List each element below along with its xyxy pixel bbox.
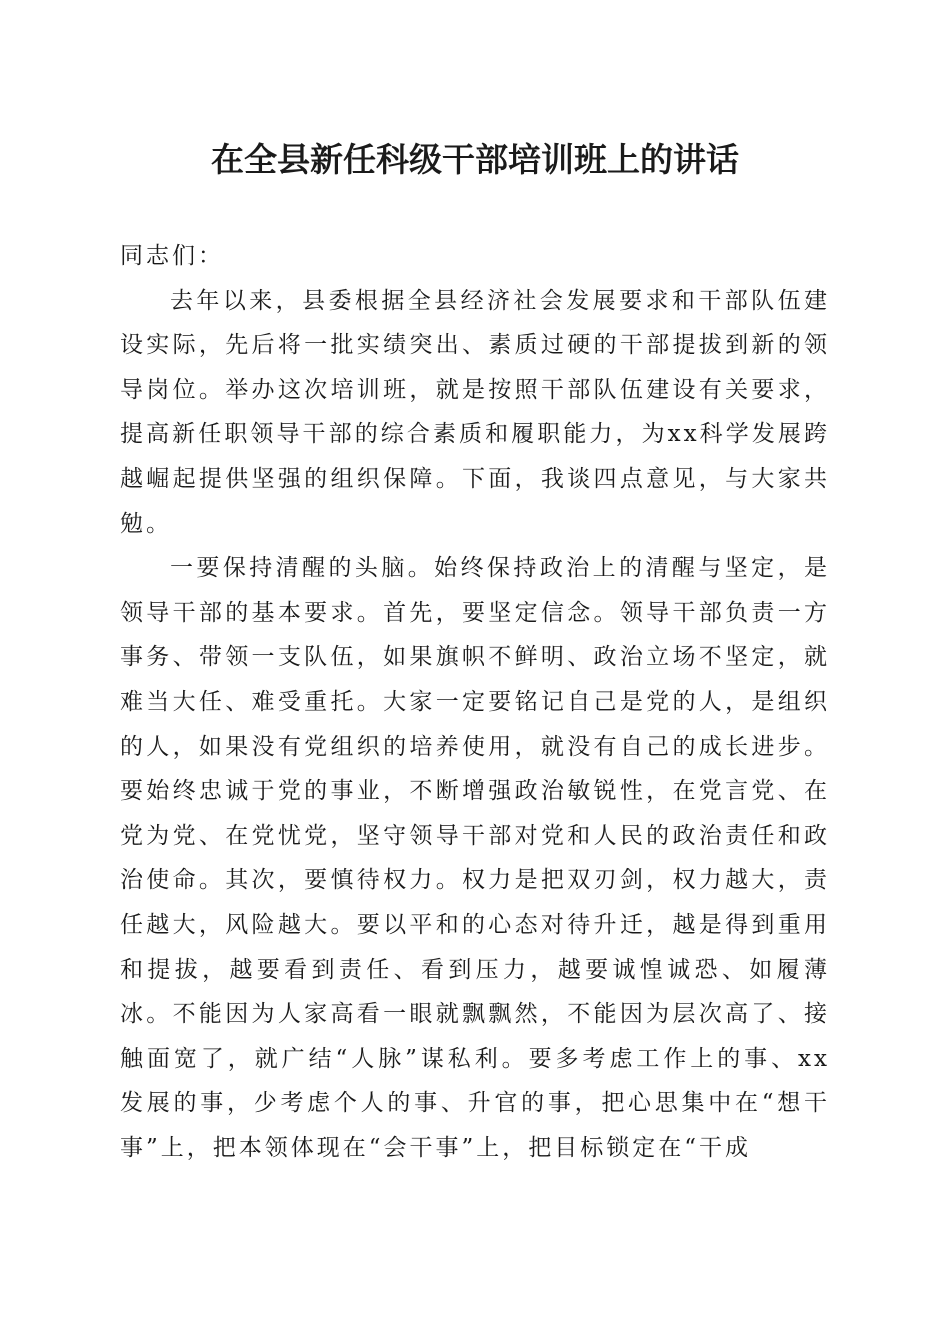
paragraph-point-one: 一要保持清醒的头脑。始终保持政治上的清醒与坚定，是领导干部的基本要求。首先，要坚定信念。领导干部负责一方事务、带领一支队伍，如果旗帜不鲜明、政治立场不坚定，就难当大任、难受重托。大家一定要铭记自己是党的人，是组织的人，如果没有党组织的培养使用，就没有自己的成长进步。要始终忠诚于党的事业，不断增强政治敏锐性，在党言党、在党为党、在党忧党，坚守领导干部对党和人民的政治责任和政治使命。其次，要慎待权力。权力是把双刃剑，权力越大，责任越大，风险越大。要以平和的心态对待升迁，越是得到重用和提拔，越要看到责任、看到压力，越要诚惶诚恐、如履薄冰。不能因为人家高看一眼就飘飘然，不能因为层次高了、接触面宽了，就广结“人脉”谋私利。要多考虑工作上的事、xx发展的事，少考虑个人的事、升官的事，把心思集中在“想干事”上，把本领体现在“会干事”上，把目标锁定在“干成	[120, 555, 830, 1161]
salutation: 同志们：	[120, 243, 224, 269]
paragraph-intro: 去年以来，县委根据全县经济社会发展要求和干部队伍建设实际，先后将一批实绩突出、素质过硬的干部提拔到新的领导岗位。举办这次培训班，就是按照干部队伍建设有关要求，提高新任职领导干部的综合素质和履职能力，为xx科学发展跨越崛起提供坚强的组织保障。下面，我谈四点意见，与大家共勉。	[120, 287, 830, 537]
document-title: 在全县新任科级干部培训班上的讲话	[211, 140, 739, 179]
document-body	[120, 234, 830, 1170]
